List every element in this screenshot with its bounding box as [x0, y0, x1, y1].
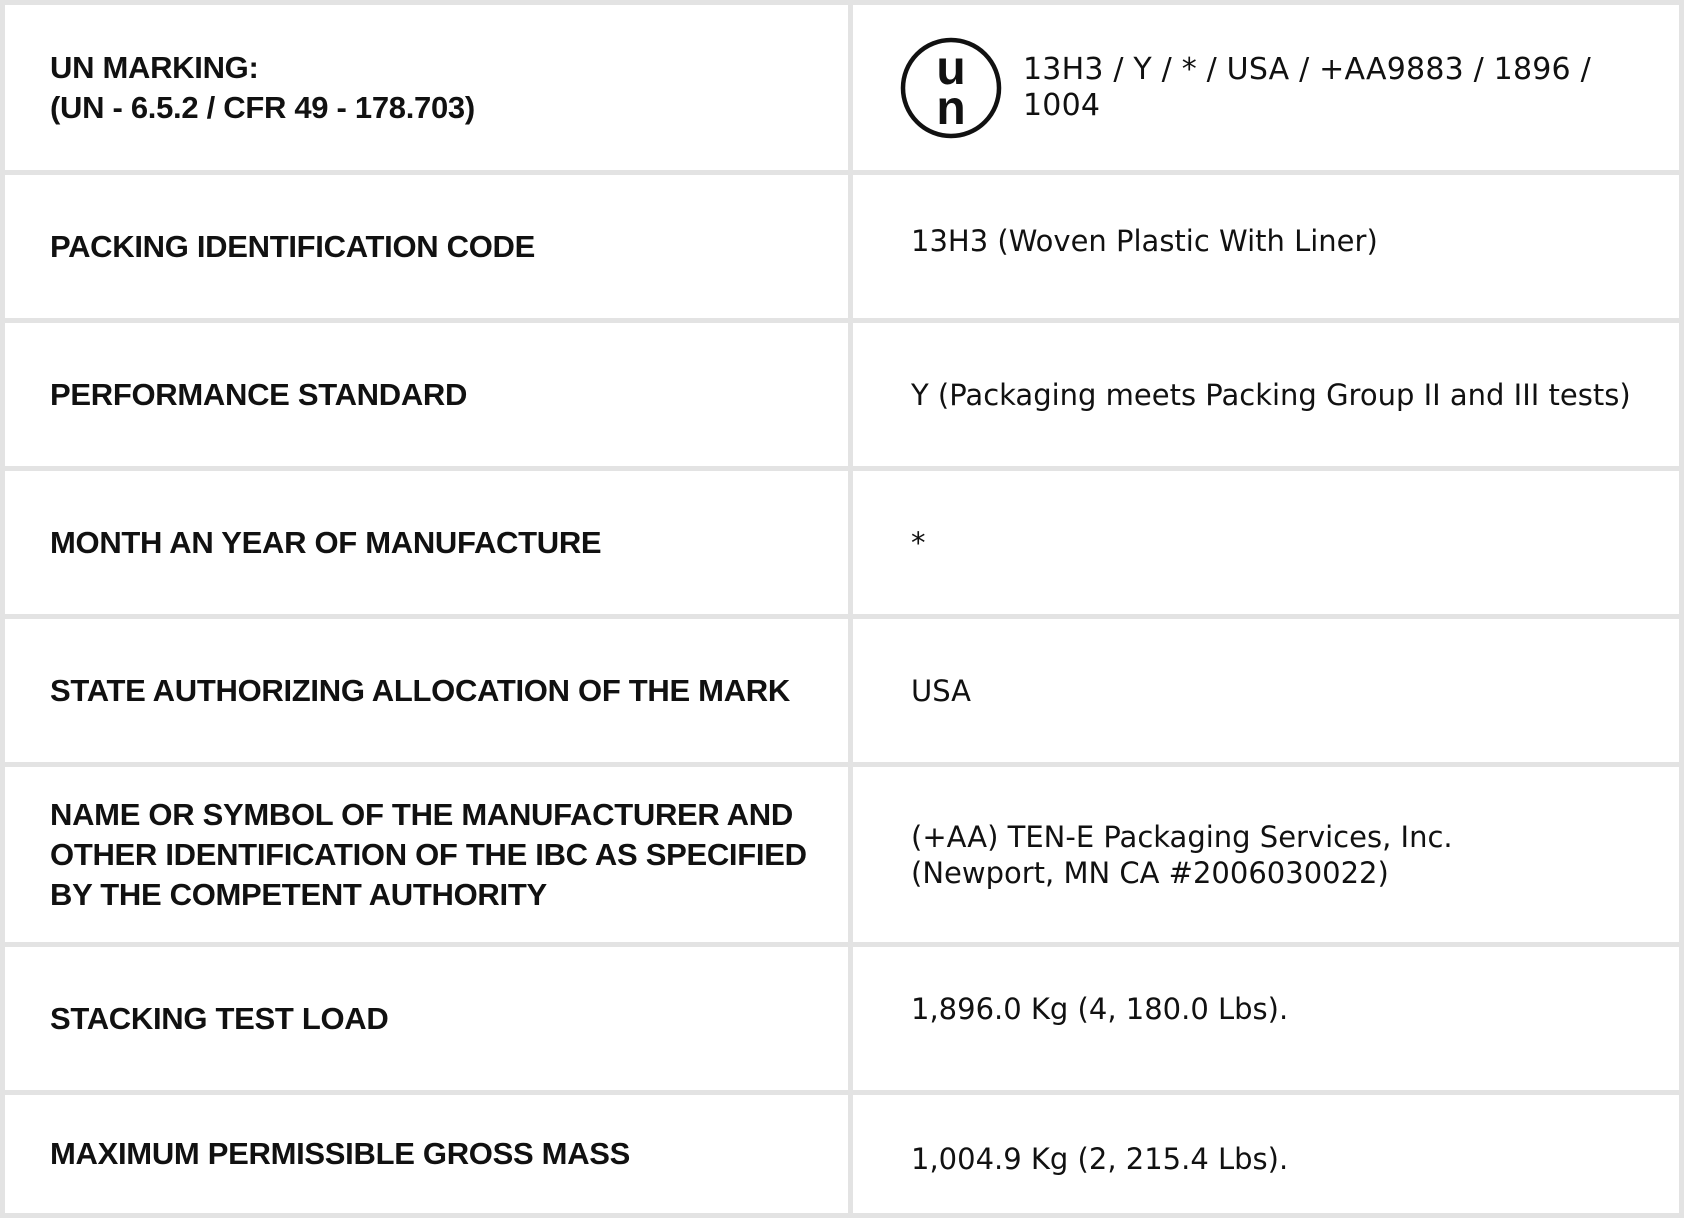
label-cell [3, 321, 851, 469]
label-cell [3, 173, 851, 321]
value-cell [851, 469, 1682, 617]
row-value: 13H3 (Woven Plastic With Liner) [911, 223, 1378, 258]
row-label: PERFORMANCE STANDARD [50, 376, 468, 412]
row-value: 1,004.9 Kg (2, 215.4 Lbs). [911, 1142, 1289, 1176]
value-cell [851, 945, 1682, 1093]
row-value: * [911, 525, 926, 560]
row-label: STATE AUTHORIZING ALLOCATION OF THE MARK [50, 672, 790, 708]
label-cell [3, 945, 851, 1093]
table-row [3, 321, 1682, 469]
value-cell [851, 617, 1682, 765]
table-row [3, 469, 1682, 617]
row-value: 1,896.0 Kg (4, 180.0 Lbs). [911, 991, 1289, 1026]
row-label: MAXIMUM PERMISSIBLE GROSS MASS [50, 1136, 631, 1171]
un-mark-icon [899, 36, 1003, 140]
label-cell [3, 469, 851, 617]
value-cell [851, 321, 1682, 469]
un-marking-line [899, 36, 1659, 140]
row-label: NAME OR SYMBOL OF THE MANUFACTURER AND OTHER IDENTIFICATION OF THE IBC AS SPECIFIED BY THE COMPETENT AUTHORITY [50, 796, 807, 912]
row-value: (+AA) TEN-E Packaging Services, Inc. (Newport, MN CA #2006030022) [911, 819, 1453, 890]
table-row [3, 3, 1682, 173]
row-label: MONTH AN YEAR OF MANUFACTURE [50, 524, 602, 560]
svg-text:n: n [936, 81, 966, 135]
table-row [3, 617, 1682, 765]
label-cell [3, 617, 851, 765]
value-cell [851, 765, 1682, 945]
value-cell [851, 173, 1682, 321]
table-row [3, 173, 1682, 321]
un-marking-code: 13H3 / Y / * / USA / +AA9883 / 1896 / 1004 [1023, 51, 1591, 123]
table-row [3, 1093, 1682, 1216]
value-cell [851, 1093, 1682, 1216]
svg-text:u: u [936, 41, 966, 95]
label-cell [3, 3, 851, 173]
label-cell [3, 765, 851, 945]
table-row [3, 945, 1682, 1093]
row-label: PACKING IDENTIFICATION CODE [50, 228, 536, 264]
value-cell [851, 3, 1682, 173]
table-row [3, 765, 1682, 945]
row-value: USA [911, 673, 972, 708]
row-value: Y (Packaging meets Packing Group II and III tests) [911, 377, 1631, 412]
label-cell [3, 1093, 851, 1216]
row-label: STACKING TEST LOAD [50, 1000, 389, 1036]
row-label: UN MARKING: (UN - 6.5.2 / CFR 49 - 178.703) [50, 49, 475, 125]
